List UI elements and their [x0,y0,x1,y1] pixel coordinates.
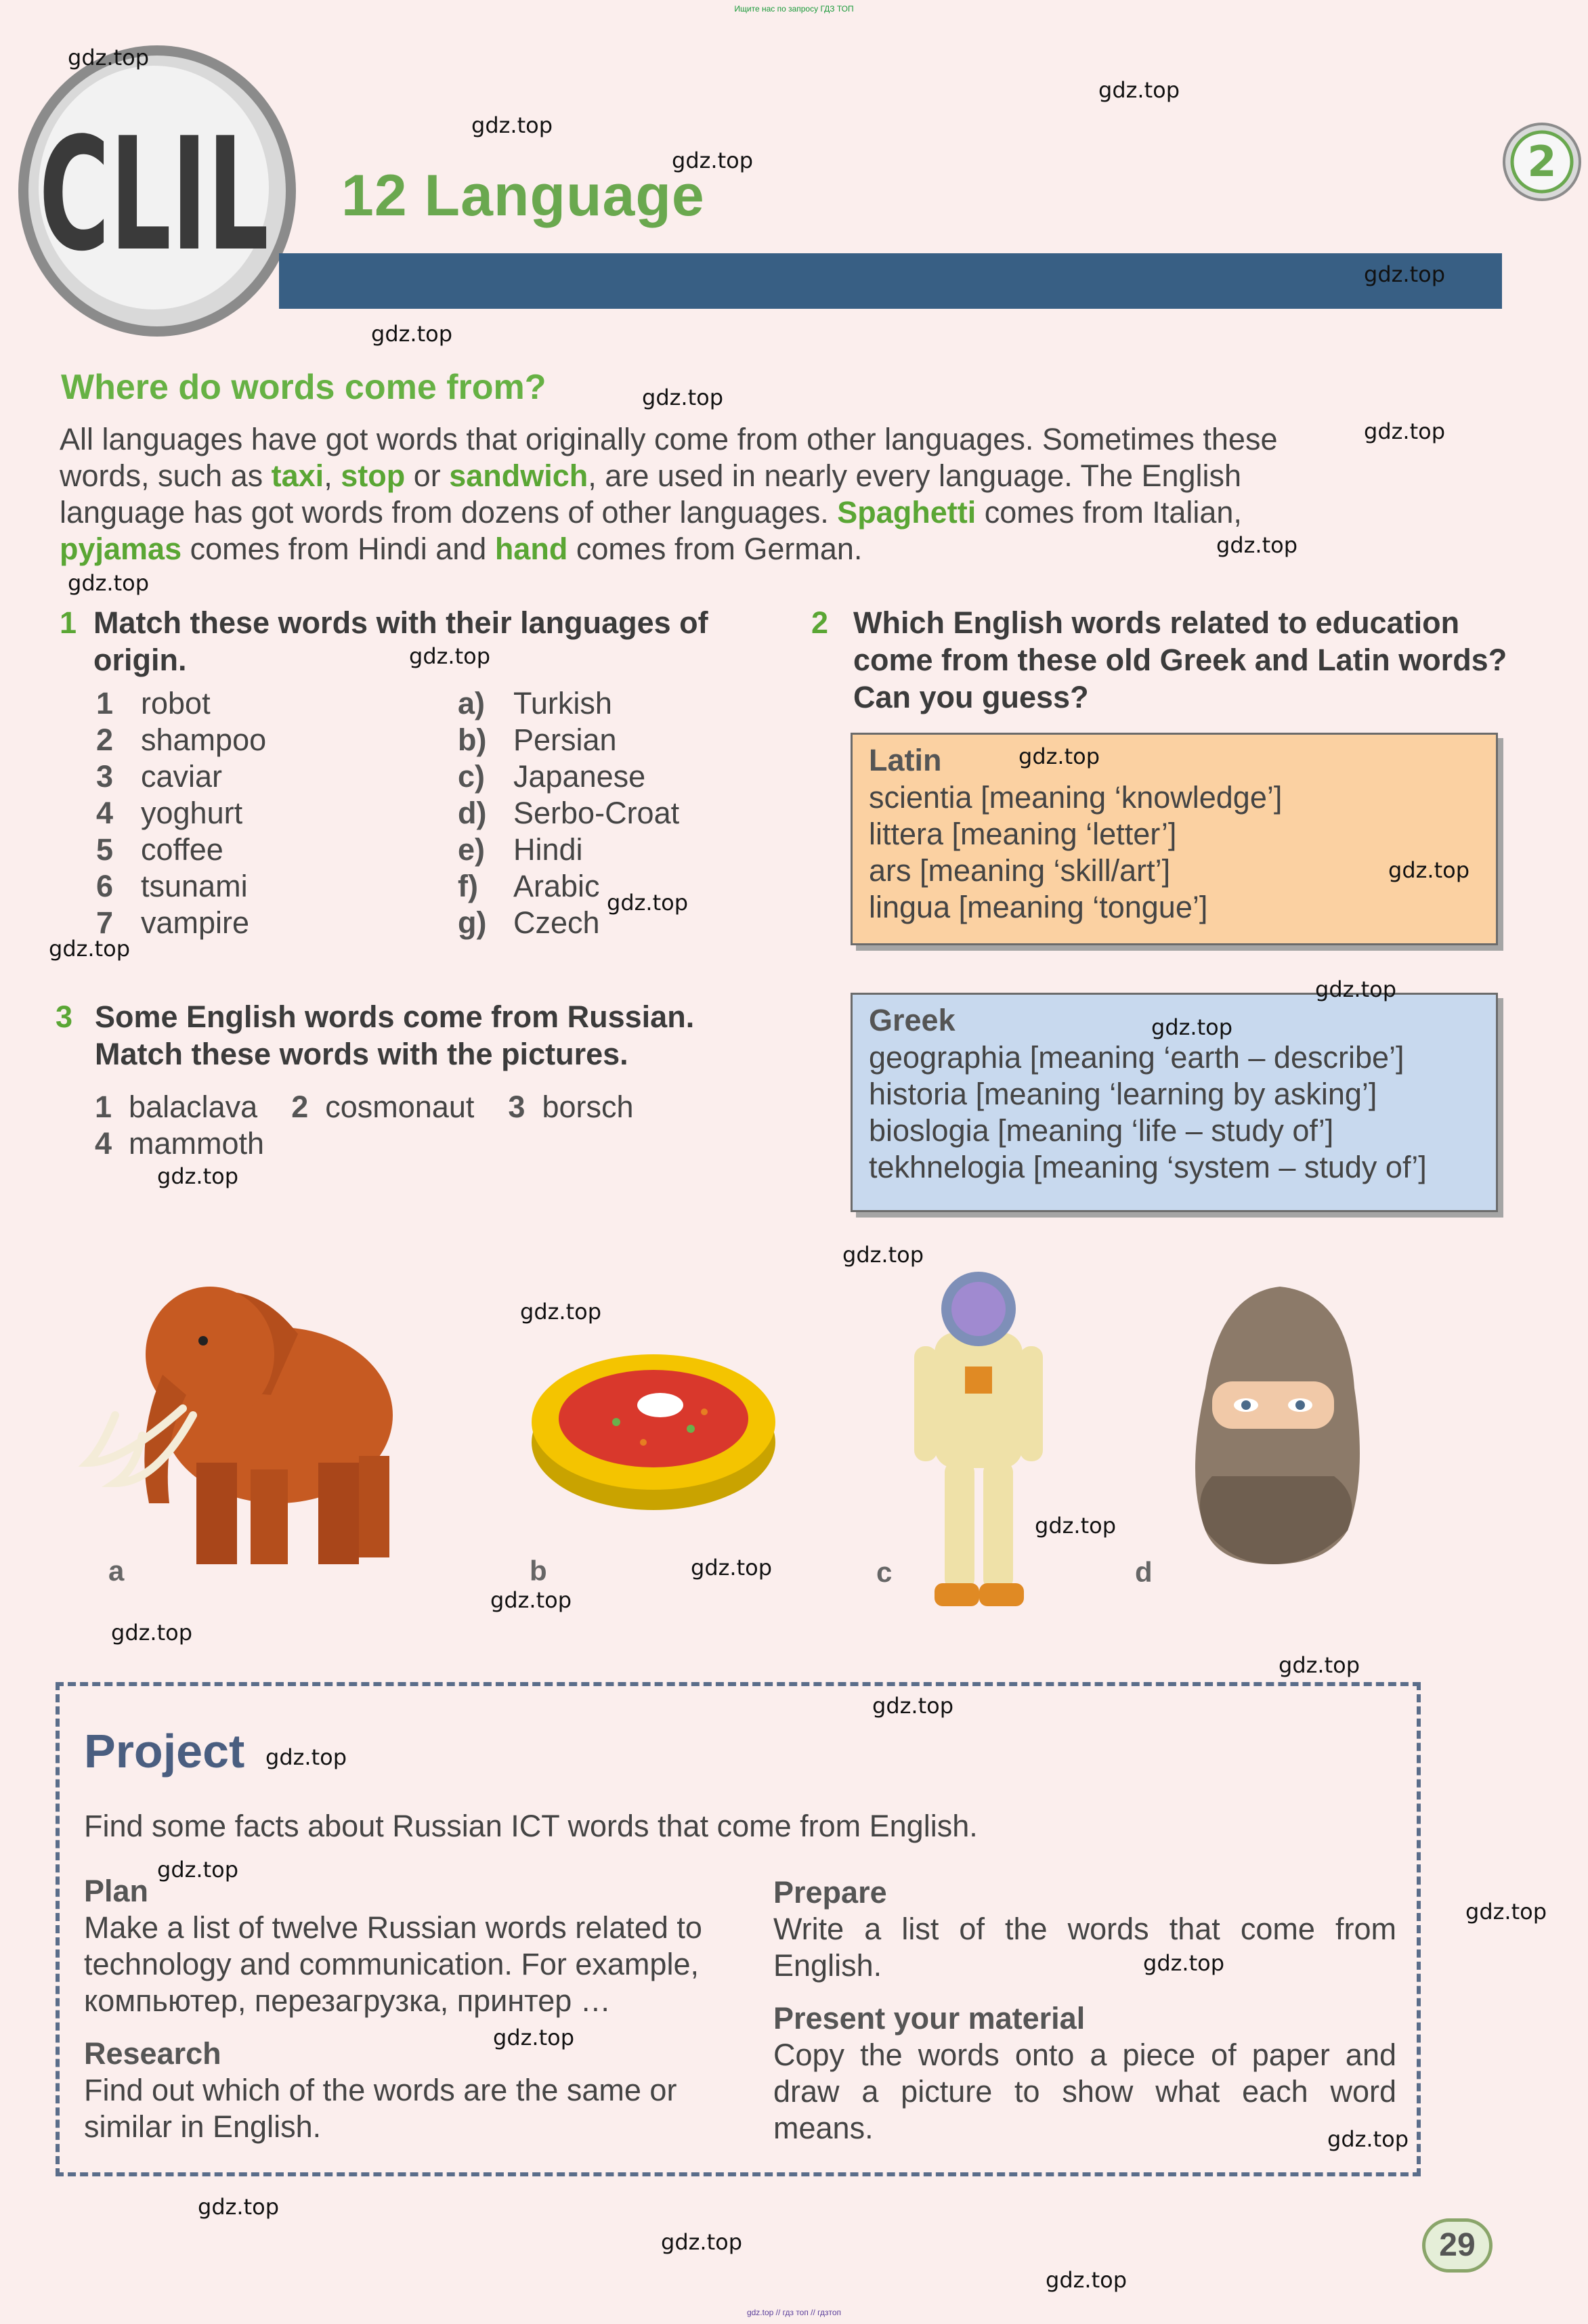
item-number: 2 [96,723,114,757]
watermark: gdz.top [1018,744,1100,769]
item-language: Hindi [513,832,583,867]
watermark: gdz.top [1279,1652,1360,1678]
task3-number: 3 [56,999,73,1034]
item-language: Czech [513,905,600,940]
watermark: gdz.top [157,1163,239,1189]
item-letter: e) [458,832,486,867]
clil-badge-logo [15,42,299,340]
item-word: shampoo [141,723,267,757]
watermark: gdz.top [265,1744,347,1770]
list-item [458,685,679,722]
intro-text: comes from Italian, [976,495,1242,530]
item-number: 4 [95,1126,112,1161]
watermark: gdz.top [198,2194,280,2220]
list-item [458,722,679,758]
intro-text: comes from Hindi and [181,532,495,566]
watermark: gdz.top [691,1555,773,1580]
picture-label-a: a [108,1555,125,1587]
unit-number: 2 [1527,137,1557,186]
greek-line: historia [meaning ‘learning by asking’] [869,1077,1377,1111]
greek-title: Greek [869,1003,956,1037]
list-item [458,832,679,868]
latin-line: scientia [meaning ‘knowledge’] [869,780,1283,815]
watermark: gdz.top [607,890,689,916]
watermark: gdz.top [672,148,754,173]
watermark: gdz.top [1364,261,1446,287]
watermark: gdz.top [490,1587,572,1613]
bottom-note: gdz.top // гдз топ // гдзтоп [746,2308,842,2317]
watermark: gdz.top [471,112,553,138]
item-word: mammoth [129,1126,265,1161]
watermark: gdz.top [1465,1899,1547,1924]
item-letter: f) [458,869,478,903]
item-word: balaclava [129,1090,258,1124]
item-word: vampire [141,905,250,940]
mammoth-illustration [74,1260,406,1578]
list-item [96,868,266,905]
plan-title: Plan [84,1874,149,1908]
latin-line: lingua [meaning ‘tongue’] [869,890,1208,924]
page-title: 12 Language [341,163,705,228]
watermark: gdz.top [157,1857,239,1882]
page-number: 29 [1422,2218,1493,2273]
task2-heading [811,604,1509,716]
intro-text: or [405,458,450,493]
watermark: gdz.top [661,2229,743,2255]
watermark: gdz.top [1364,418,1446,444]
item-number: 3 [96,759,114,794]
task3-word-row [95,1125,634,1162]
latin-line: ars [meaning ‘skill/art’] [869,853,1171,888]
task3-word-row [95,1089,634,1125]
task2-instruction: Which English words related to education come from these old Greek and Latin words? Can you guess? [853,605,1507,714]
highlight-word: taxi [271,458,324,493]
picture-label-c: c [876,1556,893,1588]
highlight-word: sandwich [449,458,588,493]
cosmonaut-illustration [907,1265,1050,1617]
watermark: gdz.top [49,936,131,962]
unit-number-badge [1502,122,1582,202]
highlight-word: stop [341,458,406,493]
watermark: gdz.top [1151,1014,1233,1040]
watermark: gdz.top [1388,857,1470,883]
prepare-title: Prepare [773,1875,887,1910]
item-word: yoghurt [141,796,243,830]
item-word: tsunami [141,869,248,903]
clil-badge-text: CLIL [39,104,269,286]
watermark: gdz.top [872,1693,954,1719]
section-heading: Where do words come from? [61,368,546,407]
item-word: cosmonaut [325,1090,475,1124]
intro-text: comes from German. [567,532,863,566]
balaclava-illustration [1165,1273,1375,1571]
item-language: Serbo-Croat [513,796,680,830]
list-item [458,795,679,832]
task3-instruction: Some English words come from Russian. Match these words with the pictures. [95,999,695,1071]
watermark: gdz.top [111,1620,193,1645]
task3-word-list [95,1089,634,1162]
watermark: gdz.top [1098,77,1180,103]
plan-text: Make a list of twelve Russian words related to technology and communication. For example, компьютер, перезагрузка, принтер … [84,1910,702,2018]
task1-number: 1 [60,605,77,640]
item-number: 2 [291,1090,309,1124]
list-item [96,795,266,832]
picture-label-d: d [1135,1556,1153,1588]
greek-line: tekhnelogia [meaning ‘system – study of’] [869,1150,1427,1184]
watermark: gdz.top [409,643,491,669]
list-item [96,758,266,795]
project-title: Project [84,1725,245,1778]
intro-text: , [324,458,341,493]
item-number: 7 [96,905,114,940]
item-word: robot [141,686,211,720]
item-number: 6 [96,869,114,903]
present-text: Copy the words onto a piece of paper and draw a picture to show what each word means. [773,2038,1396,2145]
task2-number: 2 [811,605,829,640]
highlight-word: pyjamas [60,532,182,566]
greek-line: bioslogia [meaning ‘life – study of’] [869,1113,1334,1148]
intro-text: All languages have got words that originally come from other languages. Sometimes these words, such as [60,422,1278,493]
item-language: Japanese [513,759,646,794]
list-item [96,685,266,722]
watermark: gdz.top [68,45,150,70]
watermark: gdz.top [1327,2126,1409,2152]
item-letter: b) [458,723,487,757]
item-number: 3 [508,1090,525,1124]
item-language: Arabic [513,869,600,903]
borsch-bowl-illustration [528,1341,779,1517]
item-number: 4 [96,796,114,830]
list-item [458,758,679,795]
picture-label-b: b [530,1555,547,1587]
watermark: gdz.top [68,570,150,596]
watermark: gdz.top [642,385,724,410]
watermark: gdz.top [520,1299,602,1325]
watermark: gdz.top [371,321,453,347]
latin-title: Latin [869,743,942,777]
list-item [96,722,266,758]
watermark: gdz.top [1143,1950,1225,1976]
task1-word-list [96,685,266,941]
item-letter: a) [458,686,486,720]
prepare-text: Write a list of the words that come from English. [773,1912,1396,1983]
item-language: Turkish [513,686,612,720]
watermark: gdz.top [1046,2267,1128,2293]
present-title: Present your material [773,2001,1086,2036]
watermark: gdz.top [842,1242,924,1268]
watermark: gdz.top [1035,1513,1117,1538]
watermark: gdz.top [493,2025,575,2050]
top-note: Ищите нас по запросу ГДЗ ТОП [734,4,854,14]
highlight-word: hand [494,532,568,566]
item-number: 1 [95,1090,112,1124]
watermark: gdz.top [1216,532,1298,558]
item-number: 1 [96,686,114,720]
item-letter: g) [458,905,487,940]
watermark: gdz.top [1315,976,1397,1002]
intro-text: , are used in nearly every language. The English language has got words from dozens of other languages. [60,458,1242,530]
research-title: Research [84,2036,221,2071]
item-letter: d) [458,796,487,830]
project-intro: Find some facts about Russian ICT words that come from English. [84,1809,978,1843]
item-number: 5 [96,832,114,867]
task3-heading [56,998,733,1073]
greek-line: geographia [meaning ‘earth – describe’] [869,1040,1404,1075]
item-language: Persian [513,723,617,757]
research-text: Find out which of the words are the same or similar in English. [84,2073,677,2144]
item-word: coffee [141,832,223,867]
highlight-word: Spaghetti [837,495,977,530]
list-item [96,832,266,868]
item-word: borsch [542,1090,634,1124]
intro-paragraph [60,421,1306,567]
latin-line: littera [meaning ‘letter’] [869,817,1177,851]
task1-instruction: Match these words with their languages of origin. [93,605,708,677]
title-bar [279,253,1502,309]
item-letter: c) [458,759,486,794]
item-word: caviar [141,759,223,794]
latin-box [851,733,1498,945]
